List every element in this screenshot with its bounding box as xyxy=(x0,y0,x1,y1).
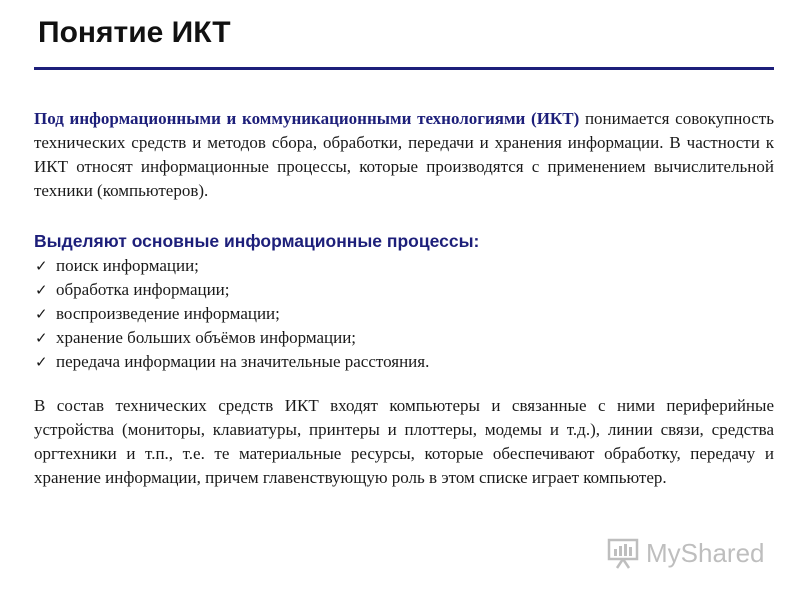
list-item: ✓ хранение больших объёмов информации; xyxy=(34,326,774,350)
myshared-watermark xyxy=(606,536,765,570)
intro-lead: Под информационными и коммуникационными технологиями (ИКТ) xyxy=(34,109,580,128)
checkmark-icon: ✓ xyxy=(35,353,48,371)
title-divider xyxy=(34,67,774,70)
checkmark-icon: ✓ xyxy=(35,257,48,275)
slide-title: Понятие ИКТ xyxy=(38,16,231,49)
slide-content xyxy=(34,107,774,490)
list-item: ✓ обработка информации; xyxy=(34,278,774,302)
checkmark-icon: ✓ xyxy=(35,281,48,299)
composition-paragraph: В состав технических средств ИКТ входят компьютеры и связанные с ними периферийные устройства (мониторы, клавиатуры, принтеры и плоттеры, модемы и т.д.), линии связи, средства оргтехники и т.п., т.е. те материальные ресурсы, которые обеспечивают обработку, передачу и хранение информации, причем главенствующую роль в этом списке играет компьютер. xyxy=(34,396,774,487)
list-item: ✓ передача информации на значительные расстояния. xyxy=(34,350,774,374)
intro-rest: понимается совокупность технических средств и методов сбора, обработки, передачи и хранения информации. В частности к ИКТ относят информационные процессы, которые производятся с применением вычислительной техники (компьютеров). xyxy=(34,109,774,200)
list-item: ✓ поиск информации; xyxy=(34,254,774,278)
list-item: ✓ воспроизведение информации; xyxy=(34,302,774,326)
presentation-board-icon xyxy=(606,536,640,570)
processes-heading: Выделяют основные информационные процессы: xyxy=(34,231,480,251)
watermark-text: MyShared xyxy=(646,537,765,568)
checkmark-icon: ✓ xyxy=(35,305,48,323)
checkmark-icon: ✓ xyxy=(35,329,48,347)
processes-list xyxy=(34,254,774,374)
intro-paragraph xyxy=(34,107,774,203)
